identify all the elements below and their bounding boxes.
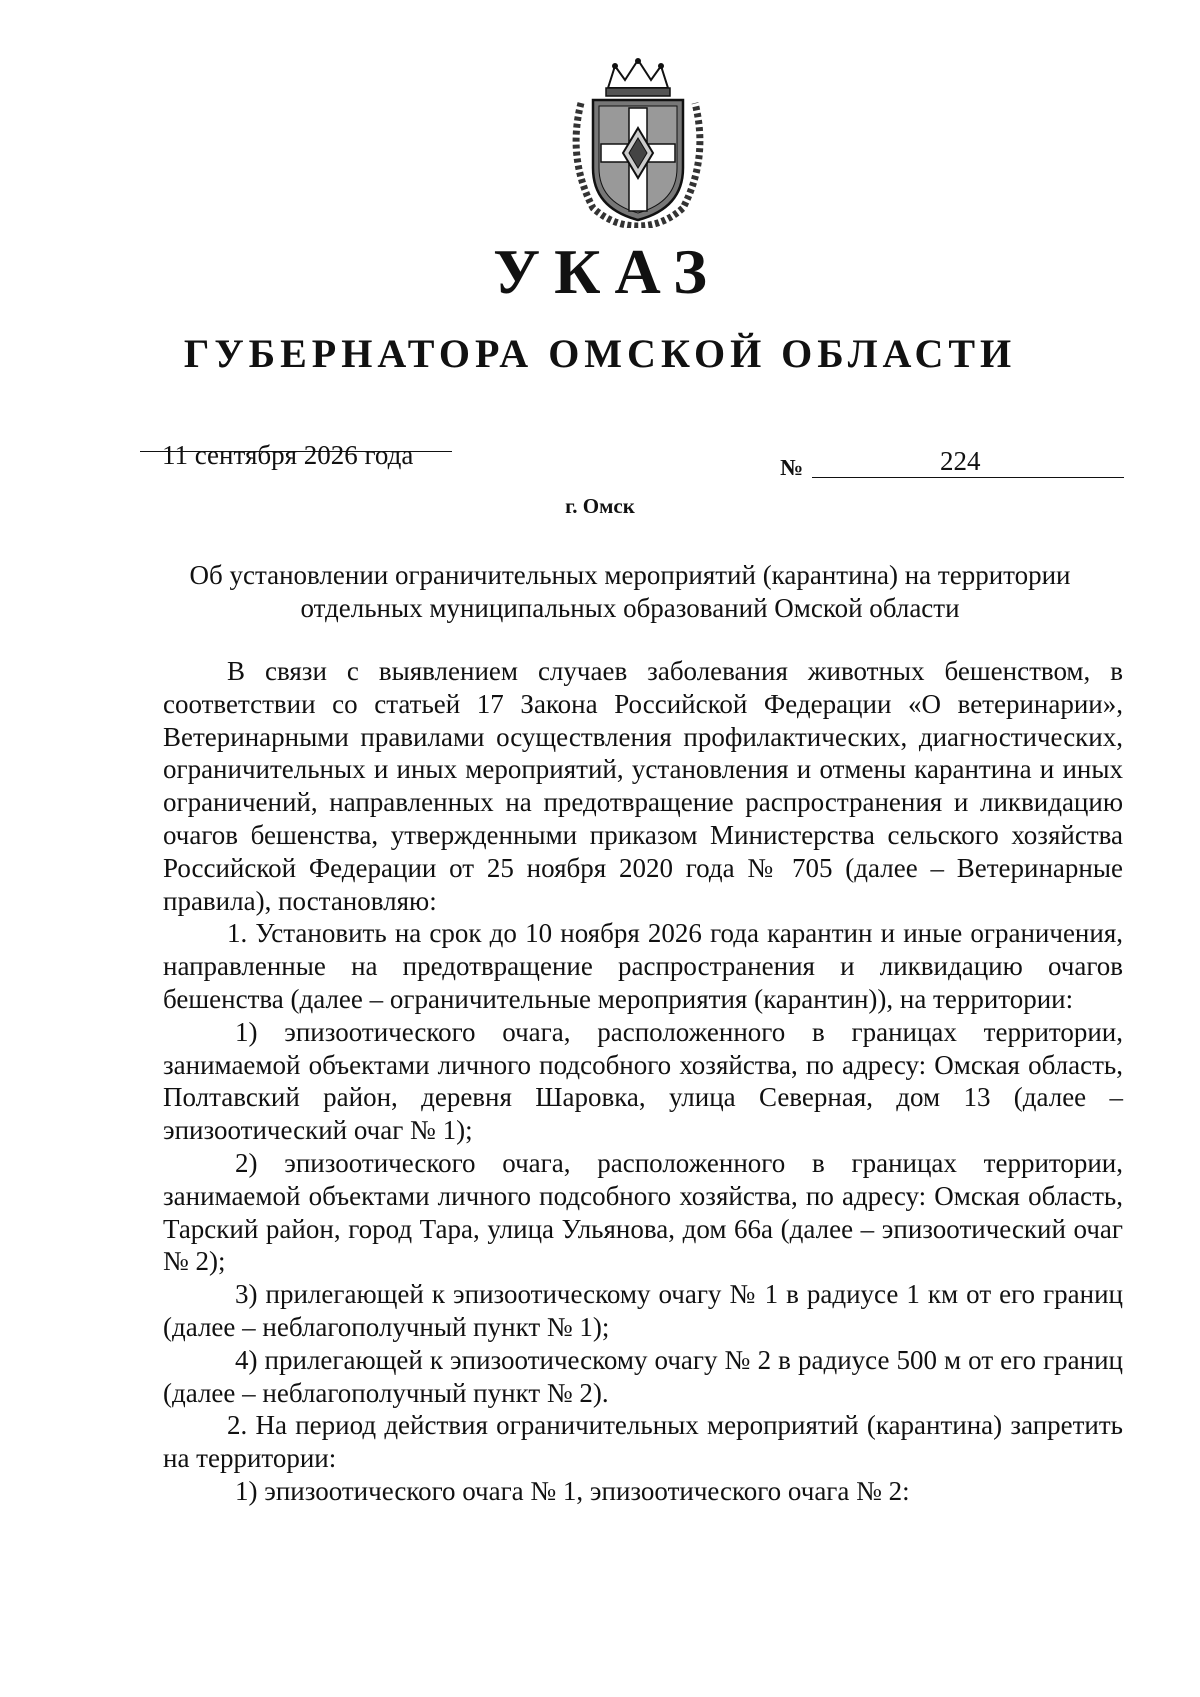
heading-line-2: отдельных муниципальных образований Омской области <box>300 593 960 623</box>
clause-1: 1. Установить на срок до 10 ноября 2026 года карантин и иные ограничения, направленные на предотвращение распространения и ликвидацию очагов бешенства (далее – ограничительные мероприятия (карантин)), на территории: <box>163 918 1123 1014</box>
decree-body <box>163 655 1123 1508</box>
decree-city: г. Омск <box>565 494 635 518</box>
decree-date: 11 сентября 2026 года <box>162 440 414 470</box>
document-title: УКАЗ <box>493 236 721 307</box>
heading-line-1: Об установлении ограничительных мероприятий (карантина) на территории <box>189 560 1071 590</box>
decree-heading <box>140 559 1120 625</box>
date-underline <box>140 451 452 452</box>
clause-1-item-2: 2) эпизоотического очага, расположенного в границах территории, занимаемой объектами личного подсобного хозяйства, по адресу: Омская область, Тарский район, город Тара, улица Ульянова, дом 66а (далее – эпизоотический очаг № 2); <box>163 1147 1123 1277</box>
preamble-paragraph: В связи с выявлением случаев заболевания животных бешенством, в соответствии со статьей 17 Закона Российской Федерации «О ветеринарии», Ветеринарными правилами осуществления профилактических, диагностических, ограничительных и иных мероприятий, установления и отмены карантина и иных ограничений, направленных на предотвращение распространения и ликвидацию очагов бешенства, утвержденными приказом Министерства сельского хозяйства Российской Федерации от 25 ноября 2020 года № 705 (далее – Ветеринарные правила), постановляю: <box>163 656 1123 916</box>
clause-2-item-1: 1) эпизоотического очага № 1, эпизоотического очага № 2: <box>235 1475 910 1506</box>
clause-2: 2. На период действия ограничительных мероприятий (карантина) запретить на территории: <box>163 1410 1123 1474</box>
decree-number: 224 <box>940 446 981 476</box>
clause-1-item-3: 3) прилегающей к эпизоотическому очагу № 1 в радиусе 1 км от его границ (далее – неблагополучный пункт № 1); <box>163 1279 1123 1342</box>
number-sign: № <box>780 455 804 480</box>
number-underline <box>812 477 1124 478</box>
clause-1-item-4: 4) прилегающей к эпизоотическому очагу № 2 в радиусе 500 м от его границ (далее – неблагополучный пункт № 2). <box>163 1344 1123 1408</box>
clause-1-item-1: 1) эпизоотического очага, расположенного в границах территории, занимаемой объектами личного подсобного хозяйства, по адресу: Омская область, Полтавский район, деревня Шаровка, улица Северная, дом 13 (далее – эпизоотический очаг № 1); <box>163 1016 1123 1146</box>
omsk-coat-of-arms-icon <box>563 58 713 228</box>
document-subtitle: ГУБЕРНАТОРА ОМСКОЙ ОБЛАСТИ <box>183 331 1017 376</box>
